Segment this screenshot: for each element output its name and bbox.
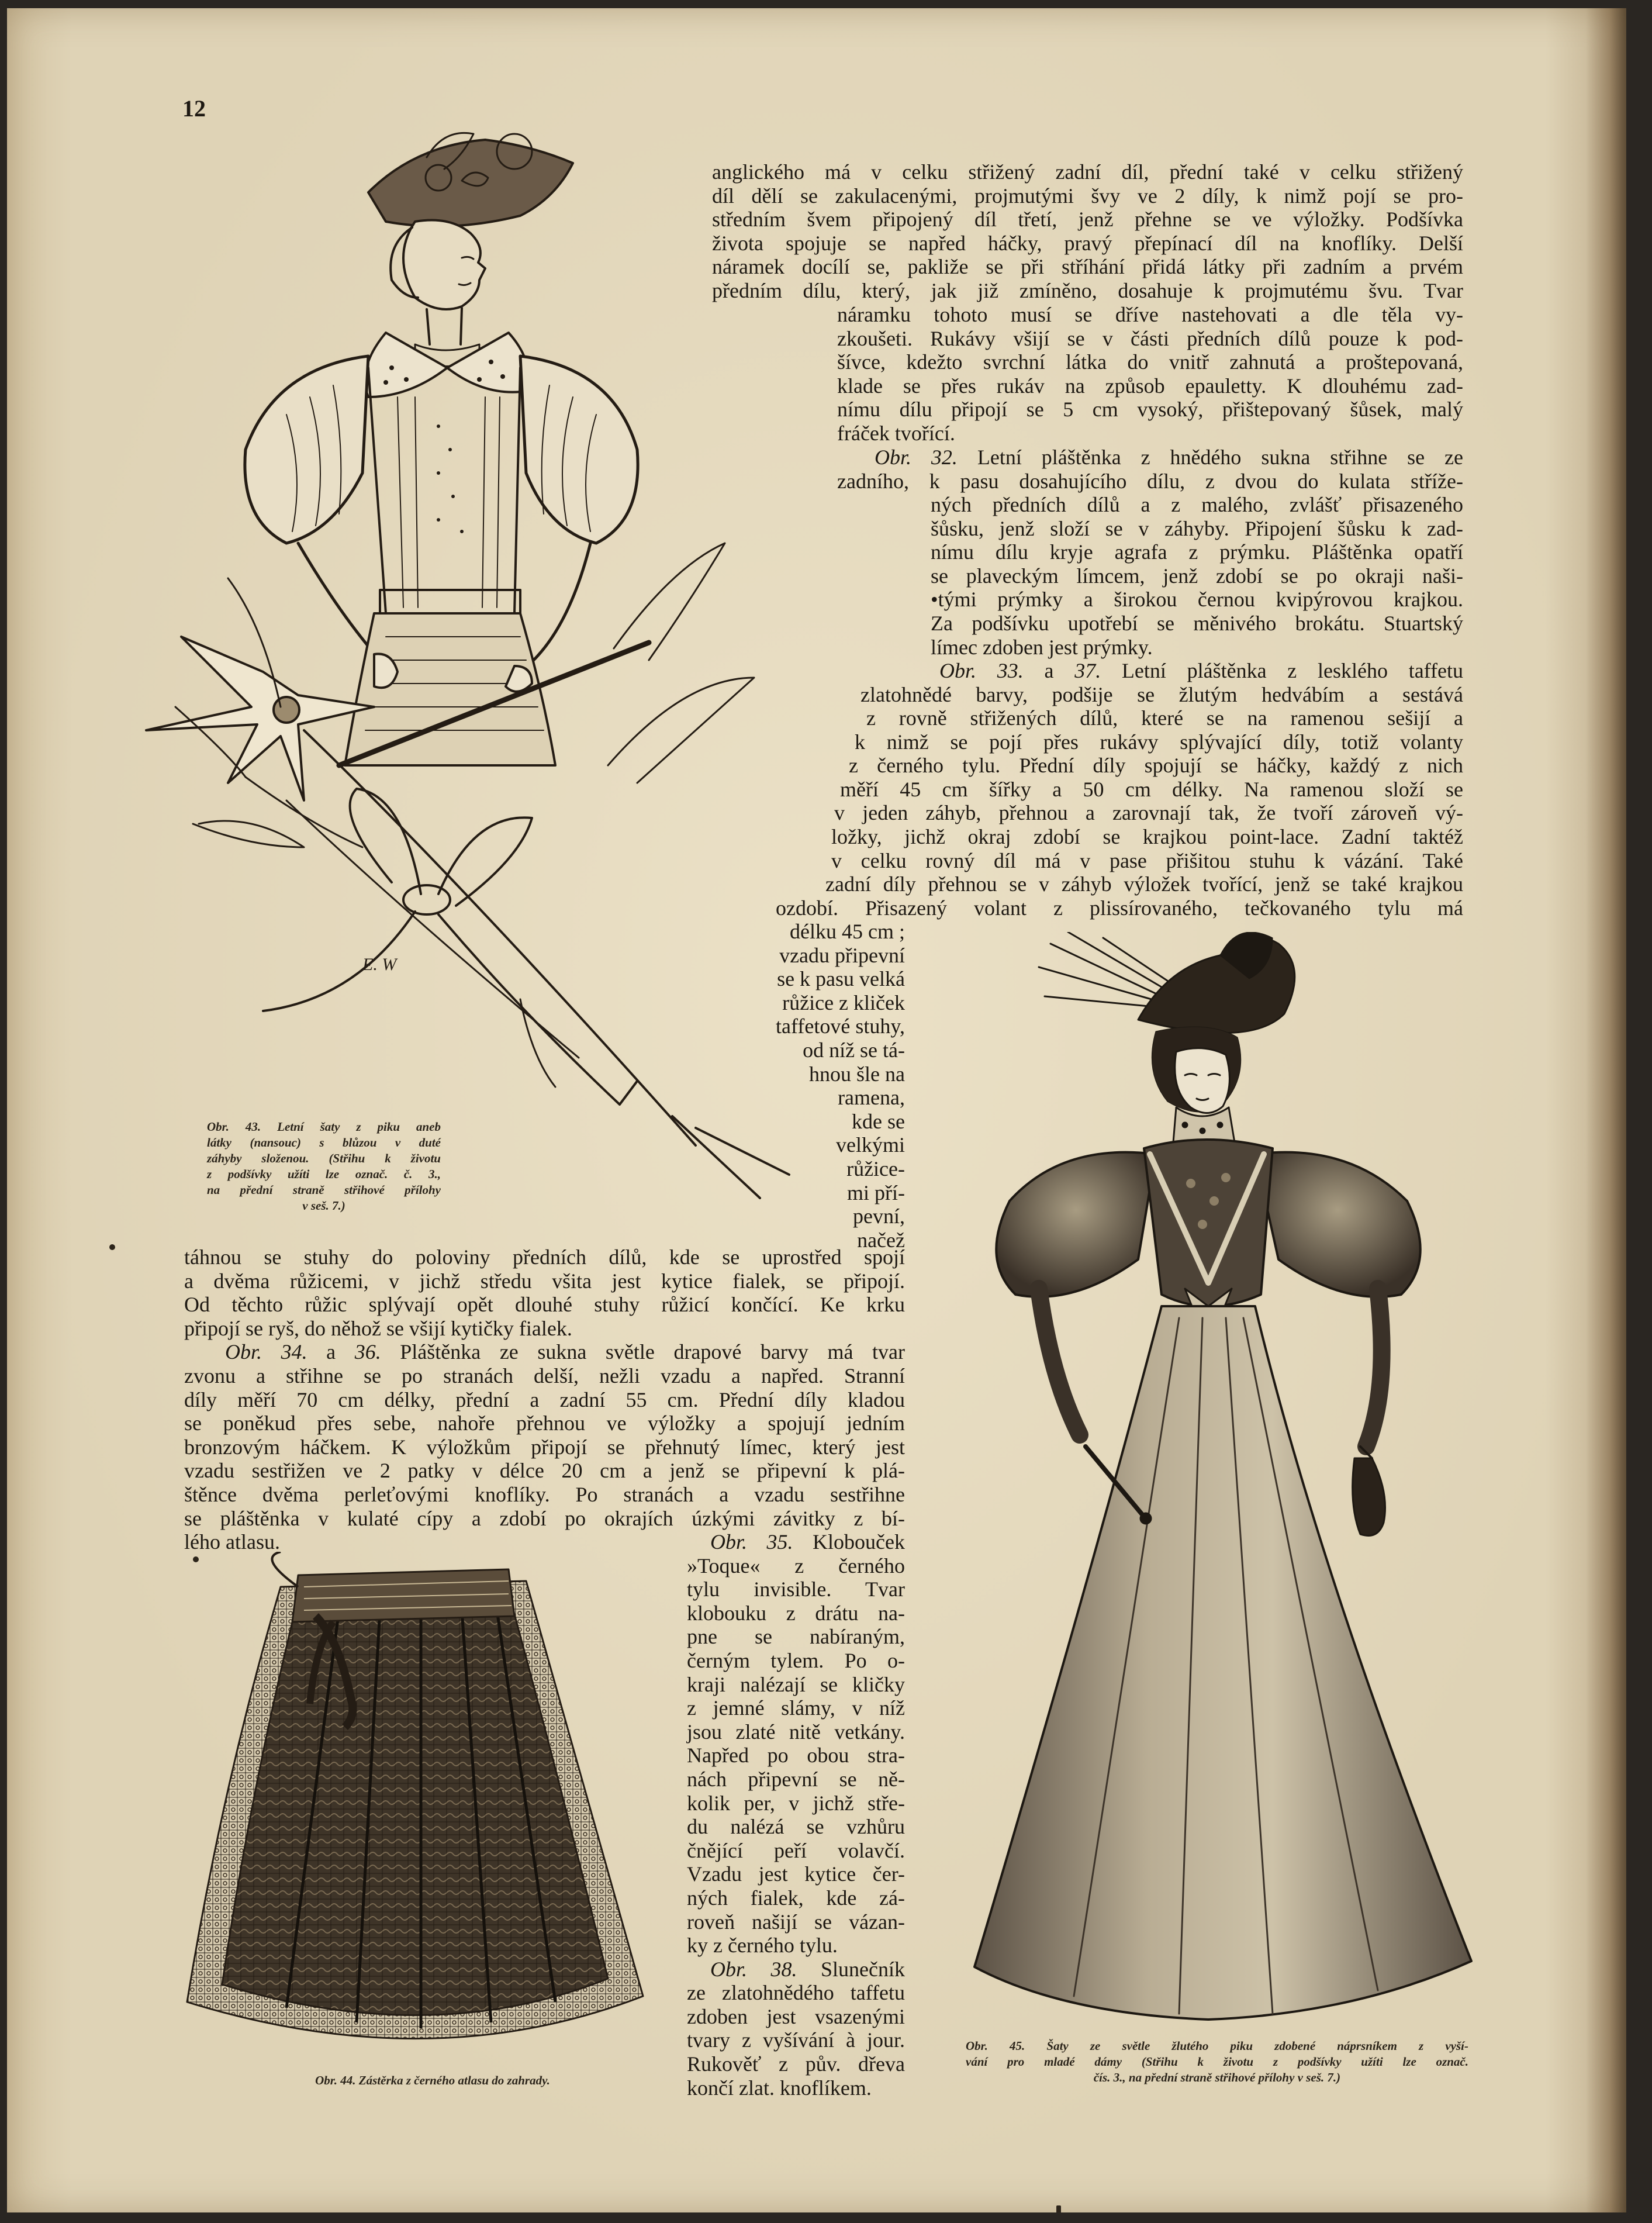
text-line: připojí se ryš, do něhož se všijí kytičky fialek. [184, 1316, 572, 1340]
artist-signature: E. W [362, 955, 397, 974]
text-line: mi pří- [847, 1180, 905, 1204]
text-line: šůsku, jenž složí se v záhyby. Připojení šůsku k zad- [931, 516, 1463, 540]
text-line: růžice- [846, 1157, 905, 1180]
paragraph-top-continued [837, 303, 1463, 446]
text-line: roveň našijí se vázan- [687, 1910, 905, 1934]
text-line: díl dělí se zakulacenými, projmutými švy ve 2 díly, k nimž pojí se pro- [712, 184, 1463, 208]
text-run: Klobouček [793, 1530, 905, 1554]
text-line: Od těchto růžic splývají opět dlouhé stuhy růžicí končící. Ke krku [184, 1293, 905, 1317]
text-line: života spojuje se napřed háčky, pravý přepínací díl na knoflíky. Delší [712, 231, 1463, 255]
text-line: nách připevní se ně- [687, 1767, 905, 1791]
text-line: pevní, [853, 1204, 905, 1228]
page-number: 12 [182, 95, 206, 122]
text-line: fráček tvořící. [837, 421, 955, 445]
figure-reference: 36. [354, 1340, 381, 1364]
figure-reference: Obr. 32. [875, 446, 958, 469]
text-line [837, 446, 1463, 470]
text-line: náramek docílí se, pakliže se při stříhání přidá látky při zadním a prvém [712, 255, 1463, 279]
text-line: nímu dílu připojí se 5 cm vysoký, přištepovaný šůsek, malý [837, 398, 1463, 422]
text-line: lého atlasu. [184, 1530, 280, 1554]
caption-fig45 [966, 2038, 1468, 2086]
print-speck [109, 1244, 115, 1250]
text-line: zadního, k pasu dosahujícího dílu, z dvou do kulata stříže- [837, 469, 1463, 493]
text-line: délku 45 cm ; [790, 920, 905, 943]
text-run: Pláštěnka ze sukna světle drapové barvy má tvar [381, 1340, 906, 1364]
text-line [860, 659, 1463, 683]
text-line: černým tylem. Po o- [687, 1648, 905, 1672]
paragraph-obr35 [687, 1530, 905, 2100]
text-line: náramku tohoto musí se dříve nastehovati a dle těla vy- [837, 303, 1463, 326]
text-line: du nalézá se vzhůru [687, 1815, 905, 1839]
text-line: Napřed po obou stra- [687, 1744, 905, 1768]
text-line: v jeden záhyb, přehnou a zarovnají tak, že tvoří zároveň vý- [834, 801, 1463, 825]
text-line: nímu dílu kryje agrafa z prýmku. Pláštěnka opatří [931, 540, 1463, 564]
text-line: ozdobí. Přisazený volant z plissírovaného, tečkovaného tylu má [776, 896, 1463, 920]
figure-reference: Obr. 33. [939, 659, 1024, 682]
text-line: hnou šle na [809, 1062, 905, 1086]
caption-line: záhyby složenou. (Střihu k životu [207, 1151, 441, 1165]
text-line: Vzadu jest kytice čer- [687, 1862, 905, 1886]
text-line: ze zlatohnědého taffetu [687, 1981, 905, 2005]
text-line: zkoušeti. Rukávy všijí se v části předních dílů pouze k pod- [837, 326, 1463, 350]
caption-line: čís. 3., na přední straně střihové přílohy v seš. 7.) [1093, 2070, 1341, 2084]
text-line: díly měří 70 cm délky, přední a zadní 55 cm. Přední díly kladou [184, 1387, 905, 1411]
text-line: středním švem připojený díl třetí, jenž přehne se ve výložky. Podšívka [712, 208, 1463, 232]
paragraph-narrow [730, 920, 905, 1252]
text-line: měří 45 cm šířky a 50 cm délky. Na ramenou složí se [840, 777, 1463, 801]
text-line: Rukověť z pův. dřeva [687, 2052, 905, 2076]
text-line: anglického má v celku střižený zadní díl, přední také v celku střižený [712, 160, 1463, 184]
text-run: a [1023, 659, 1075, 682]
text-line: vzadu sestřižen ve 2 patky v délce 20 cm a jenž se připevní k plá- [184, 1459, 905, 1483]
caption-line: látky (nansouc) s blůzou v duté [207, 1135, 441, 1150]
text-line: se k pasu velká [777, 967, 905, 991]
figure-reference: Obr. 35. [710, 1530, 793, 1554]
text-line: zadní díly přehnou se v záhyb výložek tvořící, jenž se také krajkou [825, 872, 1463, 896]
text-line: kde se [852, 1109, 905, 1133]
text-line: šívce, kdežto svrchní látka do vnitř zahnutá a proštepovaná, [837, 350, 1463, 374]
text-line: z rovně střižených dílů, které se na ramenou sešijí a [866, 706, 1463, 730]
text-line: ramena, [838, 1086, 905, 1110]
text-line: klade se přes rukáv na způsob epauletty. K dlouhému zad- [837, 374, 1463, 398]
paragraph-middle [184, 1245, 905, 1554]
text-line: z černého tylu. Přední díly spojují se háčky, každý z nich [849, 754, 1463, 778]
text-line [687, 1958, 905, 1982]
text-line: tvary z vyšívání à jour. [687, 2028, 905, 2052]
caption-line: Obr. 45. Šaty ze světle žlutého piku zdobené náprsníkem z vyší- [966, 2039, 1468, 2053]
illustration-fig45-woman-dress [945, 932, 1530, 2031]
text-line: z jemné slámy, v níž [687, 1696, 905, 1720]
text-line: se pláštěnka v kulaté cípy a zdobí po okrajích úzkými závitky z bí- [184, 1506, 905, 1530]
caption-line: vání pro mladé dámy (Střihu k životu z podšívky užíti lze označ. [966, 2055, 1468, 2069]
text-line: od níž se tá- [803, 1038, 905, 1062]
text-line: Za podšívku upotřebí se měnivého brokátu. Stuartský [931, 611, 1463, 635]
text-line: »Toque« z černého [687, 1554, 905, 1577]
text-line: límec zdoben jest prýmky. [931, 635, 1153, 659]
text-line: taffetové stuhy, [776, 1014, 905, 1038]
text-line: ložky, jichž okraj zdobí se krajkou point-lace. Zadní taktéž [831, 824, 1463, 848]
paragraph-top [712, 160, 1463, 303]
text-line: jsou zlaté nitě vetkány. [687, 1720, 905, 1744]
paragraph-obr32 [837, 446, 1463, 493]
caption-fig43 [207, 1119, 441, 1214]
text-run: Letní pláštěnka z hnědého sukna střihne se ze [957, 446, 1463, 469]
print-speck [193, 1556, 199, 1562]
text-line: se plaveckým límcem, jenž zdobí se po okraji naši- [931, 564, 1463, 588]
magazine-page [7, 8, 1626, 2212]
text-line: zvonu a střihne se po stranách delší, nežli vzadu a napřed. Stranní [184, 1364, 905, 1387]
text-line: čnějící peří volavčí. [687, 1838, 905, 1862]
text-line: se poněkud přes sebe, nahoře přehnou ve výložky a spojují jedním [184, 1411, 905, 1435]
text-line: ky z černého tylu. [687, 1934, 838, 1958]
page-edge-shadow [1585, 8, 1626, 2212]
text-line: kraji nalézají se kličky [687, 1672, 905, 1696]
figure-reference: Obr. 38. [710, 1957, 797, 1981]
caption-line: z podšívky užíti lze označ. č. 3., [207, 1167, 441, 1181]
illustration-fig44-apron [164, 1552, 666, 2066]
text-line: růžice z kliček [782, 990, 905, 1014]
text-line: velkými [836, 1133, 905, 1157]
figure-reference: Obr. 34. [225, 1340, 307, 1364]
text-line [687, 1530, 905, 1554]
text-run: a [307, 1340, 355, 1364]
text-line: zdoben jest vsazenými [687, 2004, 905, 2028]
text-line [184, 1340, 905, 1364]
text-line: bronzovým háčkem. K výložkům připojí se přehnutý límec, který jest [184, 1435, 905, 1459]
text-line: k nimž se pojí přes rukávy splývající díly, totiž volanty [855, 730, 1463, 754]
text-line: ných předních dílů a z malého, zvlášť přisazeného [931, 493, 1463, 516]
text-line: táhnou se stuhy do poloviny předních dílů, kde se uprostřed spojí [184, 1245, 905, 1269]
text-line: zlatohnědé barvy, podšije se žlutým hedvábím a sestává [860, 682, 1463, 706]
caption-line: na přední straně střihové přílohy [207, 1183, 441, 1197]
paragraph-obr33-last [776, 896, 1463, 920]
text-line: tylu invisible. Tvar [687, 1577, 905, 1601]
text-line: a dvěma růžicemi, v jichž středu všita jest kytice fialek, se připojí. [184, 1269, 905, 1293]
text-line: klobouku z drátu na- [687, 1601, 905, 1625]
text-line: předním dílu, který, jak již zmíněno, dosahuje k projmutému švu. Tvar [712, 278, 1463, 302]
text-line: vzadu připevní [779, 943, 905, 967]
caption-fig44: Obr. 44. Zástěrka z černého atlasu do zahrady. [315, 2073, 550, 2087]
caption-line: v seš. 7.) [302, 1199, 345, 1213]
caption-line: Obr. 43. Letní šaty z piku aneb [207, 1120, 441, 1134]
paragraph-obr32-cont [931, 493, 1463, 659]
text-line: •tými prýmky a širokou černou kvipýrovou krajkou. [931, 588, 1463, 612]
paragraph-obr33 [860, 659, 1463, 706]
text-run: Letní pláštěnka z lesklého taffetu [1101, 659, 1463, 682]
text-line: končí zlat. knoflíkem. [687, 2076, 872, 2100]
figure-reference: 37. [1074, 659, 1101, 682]
text-line: ných fialek, kde zá- [687, 1886, 905, 1910]
paragraph-obr33-cont [822, 706, 1463, 896]
text-line: štěnce dvěma perleťovými knoflíky. Po stranách a vzadu sestřihne [184, 1482, 905, 1506]
text-line: pne se nabíraným, [687, 1625, 905, 1649]
text-line: kolik per, v jichž stře- [687, 1791, 905, 1815]
print-speck [1056, 2205, 1061, 2212]
text-run: Slunečník [797, 1957, 905, 1981]
text-line: v celku rovný díl má v pase přišitou stuhu k vázání. Také [831, 848, 1463, 872]
text-line: načež [857, 1228, 905, 1252]
